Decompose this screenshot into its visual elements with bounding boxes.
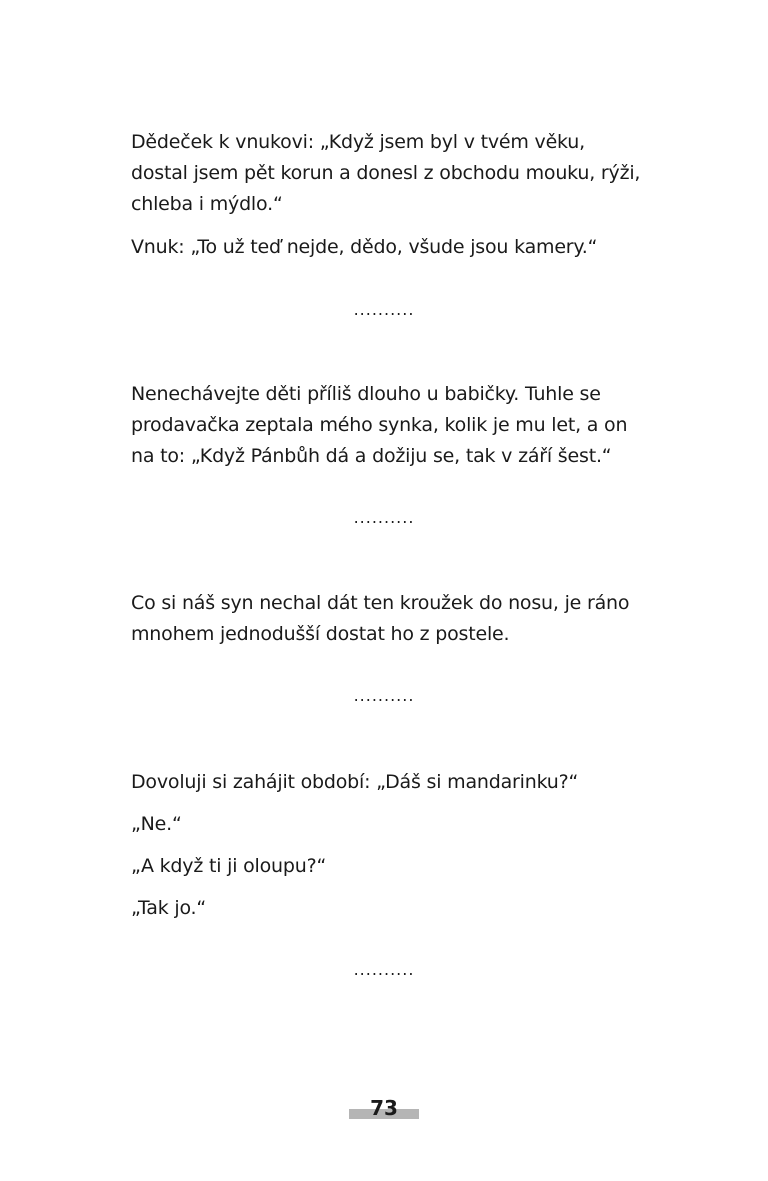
paragraph-joke-1	[131, 127, 671, 220]
text-line: mnohem jednodušší dostat ho z postele.	[131, 623, 510, 645]
paragraph-joke-3	[131, 588, 671, 650]
text-line: „A když ti ji oloupu?“	[131, 855, 327, 877]
text-line: Co si náš syn nechal dát ten kroužek do nosu, je ráno	[131, 592, 630, 614]
section-separator: ..........	[353, 508, 415, 527]
text-line: „Tak jo.“	[131, 897, 207, 919]
text-line: Dědeček k vnukovi: „Když jsem byl v tvém věku,	[131, 131, 585, 153]
page-number: 73	[370, 1096, 398, 1120]
text-line: Dovoluji si zahájit období: „Dáš si mandarinku?“	[131, 771, 579, 793]
text-line: prodavačka zeptala mého synka, kolik je mu let, a on	[131, 414, 628, 436]
text-line: chleba i mýdlo.“	[131, 193, 283, 215]
section-separator: ..........	[353, 686, 415, 705]
text-line: Vnuk: „To už teď nejde, dědo, všude jsou kamery.“	[131, 236, 598, 258]
paragraph-joke-4	[131, 767, 671, 798]
paragraph-joke-2	[131, 379, 671, 472]
paragraph-joke-1-reply	[131, 232, 671, 263]
section-separator: ..........	[353, 300, 415, 319]
text-line: Nenechávejte děti příliš dlouho u babičky. Tuhle se	[131, 383, 601, 405]
paragraph-dialogue-line	[131, 851, 671, 882]
page-number-block	[349, 1095, 419, 1121]
section-separator: ..........	[353, 960, 415, 979]
paragraph-dialogue-line	[131, 893, 671, 924]
paragraph-dialogue-line	[131, 809, 671, 840]
text-line: na to: „Když Pánbůh dá a dožiju se, tak v září šest.“	[131, 445, 612, 467]
text-line: dostal jsem pět korun a donesl z obchodu mouku, rýži,	[131, 162, 641, 184]
text-line: „Ne.“	[131, 813, 182, 835]
